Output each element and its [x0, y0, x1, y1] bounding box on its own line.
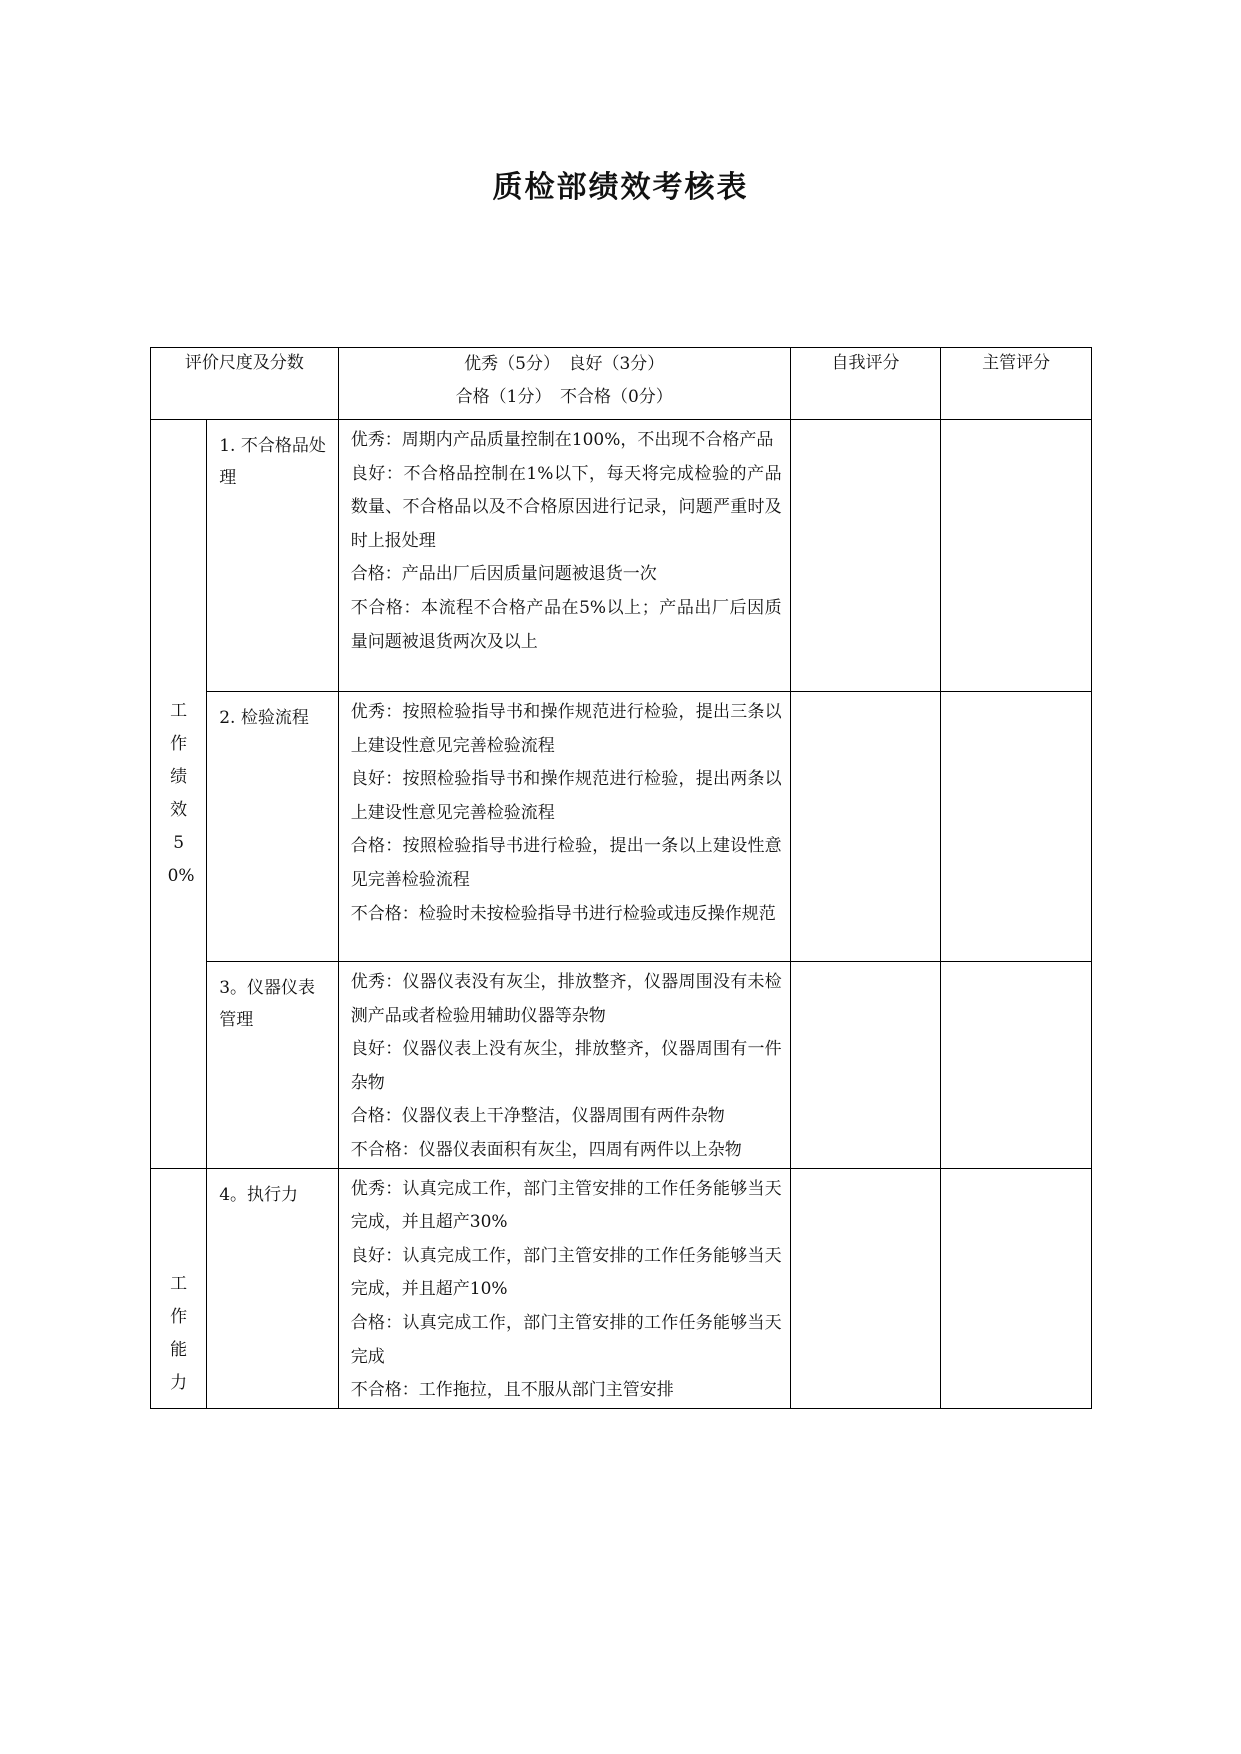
item-name: 1. 不合格品处理 [219, 436, 326, 488]
item-name-cell [207, 1168, 339, 1408]
page-title: 质检部绩效考核表 [492, 170, 749, 205]
table-row [151, 1168, 1092, 1408]
criteria-excellent: 优秀：按照检验指导书和操作规范进行检验，提出三条以上建设性意见完善检验流程 [350, 702, 782, 756]
manager-score-cell[interactable] [941, 420, 1092, 692]
item-name-cell [207, 962, 339, 1169]
category-cell [151, 420, 207, 1169]
criteria-pass: 合格：认真完成工作，部门主管安排的工作任务能够当天完成 [350, 1312, 782, 1367]
manager-score-header [941, 348, 1092, 420]
self-score-cell[interactable] [790, 420, 941, 692]
manager-score-cell[interactable] [941, 1168, 1092, 1408]
evaluation-table [150, 347, 1092, 1409]
criteria-pass: 合格：产品出厂后因质量问题被退货一次 [350, 564, 657, 585]
category-label: 工作能力 [170, 1273, 188, 1393]
criteria-fail: 不合格：工作拖拉，且不服从部门主管安排 [350, 1380, 674, 1401]
table-row [151, 962, 1092, 1169]
criteria-fail: 不合格：仪器仪表面积有灰尘，四周有两件以上杂物 [350, 1139, 742, 1160]
criteria-cell [338, 962, 790, 1169]
scale-legend-line2: 合格（1分） 不合格（0分） [455, 387, 673, 407]
criteria-excellent: 优秀：周期内产品质量控制在100%，不出现不合格产品 [350, 430, 774, 450]
item-name-cell [207, 692, 339, 962]
table-row [151, 692, 1092, 962]
self-score-label: 自我评分 [831, 353, 900, 373]
criteria-cell [338, 692, 790, 962]
scale-legend-cell [338, 348, 790, 420]
scale-label-cell [151, 348, 339, 420]
criteria-pass: 合格：按照检验指导书进行检验，提出一条以上建设性意见完善检验流程 [350, 836, 782, 890]
self-score-cell[interactable] [790, 692, 941, 962]
criteria-good: 良好：仪器仪表上没有灰尘，排放整齐，仪器周围有一件杂物 [350, 1039, 782, 1093]
criteria-good: 良好：认真完成工作，部门主管安排的工作任务能够当天完成，并且超产10% [350, 1245, 782, 1300]
self-score-cell[interactable] [790, 962, 941, 1169]
scale-label: 评价尺度及分数 [184, 353, 304, 373]
criteria-excellent: 优秀：认真完成工作，部门主管安排的工作任务能够当天完成，并且超产30% [350, 1178, 782, 1233]
table-row [151, 420, 1092, 692]
criteria-cell [338, 420, 790, 692]
criteria-fail: 不合格：本流程不合格产品在5%以上；产品出厂后因质量问题被退货两次及以上 [350, 597, 782, 652]
manager-score-cell[interactable] [941, 962, 1092, 1169]
self-score-header [790, 348, 941, 420]
self-score-cell[interactable] [790, 1168, 941, 1408]
criteria-fail: 不合格：检验时未按检验指导书进行检验或违反操作规范 [350, 903, 776, 924]
header-row [151, 348, 1092, 420]
criteria-good: 良好：按照检验指导书和操作规范进行检验，提出两条以上建设性意见完善检验流程 [350, 769, 782, 823]
item-name-cell [207, 420, 339, 692]
item-name: 2. 检验流程 [219, 708, 309, 728]
manager-score-cell[interactable] [941, 692, 1092, 962]
criteria-cell [338, 1168, 790, 1408]
criteria-excellent: 优秀：仪器仪表没有灰尘，排放整齐，仪器周围没有未检测产品或者检验用辅助仪器等杂物 [350, 972, 782, 1026]
category-label: 工作绩效50% [167, 700, 195, 886]
category-cell [151, 1168, 207, 1408]
scale-legend-line1: 优秀（5分） 良好（3分） [464, 354, 665, 374]
manager-score-label: 主管评分 [982, 353, 1051, 373]
item-name: 3。仪器仪表管理 [219, 978, 316, 1030]
criteria-pass: 合格：仪器仪表上干净整洁，仪器周围有两件杂物 [350, 1106, 725, 1127]
criteria-good: 良好：不合格品控制在1%以下，每天将完成检验的产品数量、不合格品以及不合格原因进行记录，问题严重时及时上报处理 [350, 463, 782, 551]
item-name: 4。执行力 [219, 1184, 299, 1205]
